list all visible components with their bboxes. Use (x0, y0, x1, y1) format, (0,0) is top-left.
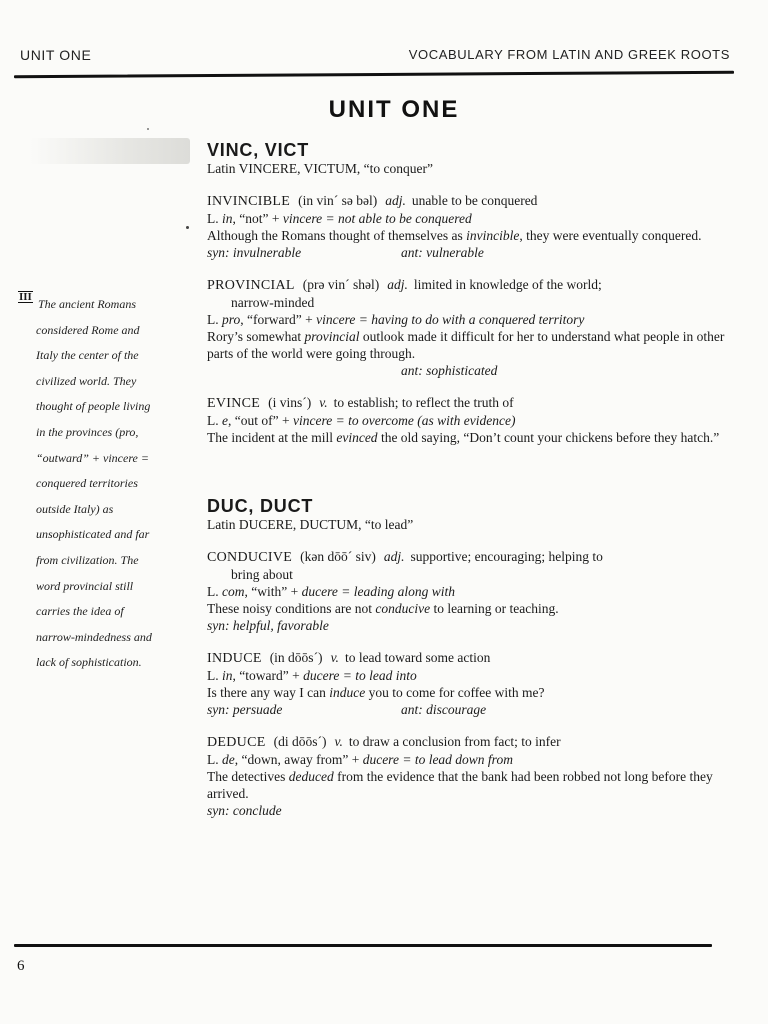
headword: INVINCIBLE (207, 194, 291, 209)
part-of-speech: v. (319, 395, 328, 410)
etymology (207, 412, 732, 429)
etymology-meaning: having to do with a conquered territory (371, 312, 585, 327)
headword: DEDUCE (207, 735, 266, 750)
page-number: 6 (17, 958, 25, 974)
antonym: ant: vulnerable (401, 245, 484, 260)
etymology-meaning: not able to be conquered (337, 211, 472, 226)
synonym: syn: helpful, favorable (207, 618, 329, 633)
example-word: evinced (336, 430, 378, 445)
part-of-speech: v. (330, 650, 339, 665)
synonym-antonym-row (207, 617, 732, 634)
headword: EVINCE (207, 396, 261, 411)
pronunciation: (kən dōō´ siv) (300, 549, 376, 564)
etymology-prefix: L. (207, 752, 222, 767)
part-of-speech: v. (334, 734, 343, 749)
example-text: , they were eventually conquered. (519, 228, 702, 243)
etymology-prefix: L. (207, 413, 222, 428)
sidebar-line: “outward” + vincere = (36, 450, 149, 465)
example-word: invincible (466, 228, 520, 243)
root-heading: DUC, DUCT (207, 496, 314, 516)
sidebar-line: thought of people living (36, 399, 151, 414)
etymology-prefix: L. (207, 312, 222, 327)
example-sentence (207, 684, 732, 701)
sidebar-line: considered Rome and (36, 322, 140, 337)
sidebar-line: word provincial still (36, 578, 134, 593)
vocab-entry (207, 548, 732, 634)
scan-speck (147, 128, 149, 130)
example-word: conducive (375, 601, 431, 616)
sidebar-line: in the provinces (pro, (36, 424, 139, 439)
etymology (207, 311, 732, 328)
example-word: deduced (288, 769, 334, 784)
vocab-entry (207, 276, 732, 379)
example-sentence (207, 768, 732, 802)
definition: unable to be conquered (411, 193, 538, 208)
example-text: you to come for coffee with me? (365, 685, 545, 700)
part-of-speech: adj. (387, 277, 408, 292)
etymology-latin: com (222, 584, 245, 599)
entry-headline (207, 649, 732, 667)
definition-continued: bring about (231, 567, 293, 582)
example-text: The detectives (207, 769, 289, 784)
vocabulary-content (207, 140, 732, 819)
etymology (207, 583, 732, 600)
synonym-antonym-row (207, 244, 732, 261)
etymology-gloss: , “out of” + (228, 413, 293, 428)
etymology-prefix: L. (207, 584, 222, 599)
etymology-gloss: , “toward” + (232, 668, 304, 683)
part-of-speech: adj. (385, 193, 406, 208)
entry-headline (207, 394, 732, 412)
etymology-latin: de (222, 752, 235, 767)
sidebar-line: civilized world. They (36, 373, 137, 388)
part-of-speech: adj. (383, 549, 405, 564)
example-text: Rory’s somewhat (207, 329, 305, 344)
etymology-root: ducere (301, 584, 338, 599)
etymology-equals: = (332, 413, 349, 428)
pronunciation: (di dōōs´) (273, 734, 327, 749)
example-text: Although the Romans thought of themselves as (207, 228, 467, 243)
etymology-gloss: , “with” + (244, 584, 302, 599)
vocab-entry (207, 733, 732, 819)
antonym: ant: sophisticated (401, 363, 498, 378)
etymology-latin: pro (222, 312, 241, 327)
vocab-entry (207, 649, 732, 718)
page-title: UNIT ONE (328, 96, 460, 123)
sidebar-line: outside Italy) as (36, 501, 114, 516)
etymology-root: vincere (282, 211, 323, 226)
synonym: syn: invulnerable (207, 245, 302, 260)
example-text: The incident at the mill (207, 430, 337, 445)
sidebar-line: lack of sophistication. (36, 655, 142, 670)
synonym-antonym-row (207, 802, 732, 819)
etymology-equals: = (337, 584, 354, 599)
vocab-entry (207, 192, 732, 261)
sidebar-line: Italy the center of the (36, 348, 139, 363)
example-sentence (207, 328, 732, 362)
headword: CONDUCIVE (207, 550, 293, 565)
root-origin: Latin DUCERE, DUCTUM, “to lead” (207, 517, 414, 532)
sidebar-line: from civilization. The (36, 552, 139, 567)
example-sentence (207, 227, 732, 244)
example-word: induce (329, 685, 366, 700)
etymology-latin: e (222, 413, 228, 428)
definition: to draw a conclusion from fact; to infer (348, 734, 561, 749)
etymology-gloss: , “forward” + (240, 312, 317, 327)
vocab-entry (207, 394, 732, 446)
scan-smudge (30, 138, 190, 164)
sidebar-note-text (18, 292, 178, 676)
etymology-latin: in (222, 211, 233, 226)
headword: PROVINCIAL (207, 278, 295, 293)
etymology-latin: in (222, 668, 233, 683)
root-section (207, 496, 732, 819)
etymology-root: vincere (316, 312, 356, 327)
etymology-prefix: L. (207, 211, 222, 226)
etymology-equals: = (355, 312, 372, 327)
definition: to lead toward some action (344, 650, 491, 665)
entry-headline (207, 276, 732, 294)
example-text: Is there any way I can (207, 685, 330, 700)
example-text: These noisy conditions are not (207, 601, 376, 616)
synonym-antonym-row (207, 701, 732, 718)
sidebar-line: carries the idea of (36, 604, 124, 619)
etymology-root: vincere (292, 413, 333, 428)
entry-headline (207, 733, 732, 751)
sidebar-note (18, 292, 178, 676)
sidebar-line: narrow-mindedness and (36, 629, 152, 644)
sidebar-line: The ancient Romans (38, 297, 136, 311)
scan-speck (186, 226, 189, 229)
headword: INDUCE (207, 651, 262, 666)
sidebar-line: unsophisticated and far (36, 527, 150, 542)
definition: supportive; encouraging; helping to (410, 549, 603, 564)
synonym: syn: conclude (207, 803, 282, 818)
definition: to establish; to reflect the truth of (333, 395, 514, 410)
entry-headline (207, 548, 732, 566)
root-section (207, 140, 732, 446)
example-sentence (207, 600, 732, 617)
example-text: the old saying, “Don’t count your chickens before they hatch.” (377, 430, 720, 445)
example-word: provincial (304, 329, 360, 344)
running-head-unit: UNIT ONE (20, 47, 92, 63)
example-sentence (207, 429, 732, 446)
pronunciation: (in vin´ sə bəl) (298, 193, 378, 208)
header-rule (14, 71, 734, 78)
example-text: from the evidence that the bank had been robbed not long before they arrived. (207, 769, 713, 801)
entry-headline (207, 192, 732, 210)
etymology (207, 667, 732, 684)
etymology-root: ducere (303, 668, 340, 683)
sidebar-line: conquered territories (36, 476, 138, 491)
synonym: syn: persuade (207, 702, 283, 717)
definition: limited in knowledge of the world; (413, 277, 602, 292)
etymology (207, 751, 732, 768)
etymology-equals: = (322, 211, 338, 226)
root-heading: VINC, VICT (207, 140, 310, 160)
etymology-meaning: to overcome (as with evidence) (348, 413, 516, 428)
etymology-root: ducere (362, 752, 399, 767)
pronunciation: (i vins´) (268, 395, 312, 410)
sidebar-note-icon: III (19, 291, 32, 303)
pronunciation: (in dōōs´) (269, 650, 323, 665)
pronunciation: (prə vin´ shəl) (302, 277, 380, 292)
root-origin: Latin VINCERE, VICTUM, “to conquer” (207, 161, 433, 176)
etymology-gloss: , “down, away from” + (234, 752, 363, 767)
antonym: ant: discourage (401, 702, 487, 717)
etymology-meaning: to lead into (355, 668, 417, 683)
etymology-equals: = (339, 668, 356, 683)
etymology (207, 210, 732, 227)
etymology-meaning: to lead down from (414, 752, 513, 767)
etymology-prefix: L. (207, 668, 222, 683)
etymology-gloss: , “not” + (232, 211, 283, 226)
etymology-meaning: leading along with (353, 584, 455, 599)
etymology-equals: = (398, 752, 415, 767)
running-head-book-title: VOCABULARY FROM LATIN AND GREEK ROOTS (408, 47, 730, 62)
example-text: outlook made it difficult for her to understand what people in other parts of the world were going through. (207, 329, 725, 361)
definition-continued: narrow-minded (231, 295, 315, 310)
footer-rule (14, 944, 712, 947)
example-text: to learning or teaching. (430, 601, 559, 616)
